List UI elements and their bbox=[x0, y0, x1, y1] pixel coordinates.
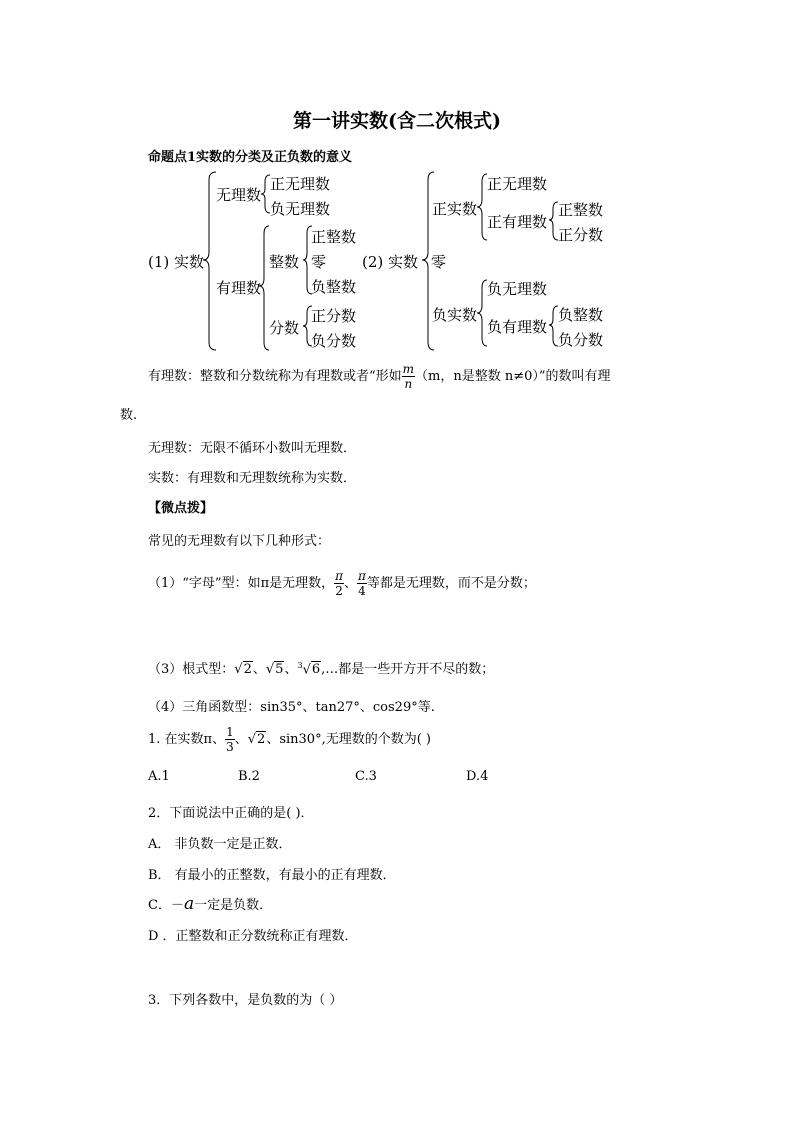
tip-intro: 常见的无理数有以下几种形式： bbox=[148, 534, 331, 549]
question-2-option-a[interactable]: A． 非负数一定是正数． bbox=[148, 837, 292, 852]
tip-item-radical: （3）根式型：√2、√5、$^3$√6,…都是一些开方开不尽的数； bbox=[148, 660, 495, 677]
question-3-stem: 3．下列各数中，是负数的为（ ） bbox=[148, 993, 343, 1008]
tree1-neg-fraction: 负分数 bbox=[311, 332, 357, 350]
brace-tree2-pos-rational bbox=[549, 202, 558, 240]
fraction-pi-over-2: $\frac{\pi}{2}$ bbox=[335, 569, 343, 598]
question-2-option-d[interactable]: D ．正整数和正分数统称正有理数． bbox=[148, 929, 358, 944]
tree2-zero: 零 bbox=[431, 253, 447, 271]
question-1-option-b[interactable]: B.2 bbox=[238, 769, 260, 784]
tree1-neg-integer: 负整数 bbox=[311, 278, 357, 296]
tree2-pos-integer: 正整数 bbox=[558, 201, 604, 219]
tip-title: 【微点拨】 bbox=[148, 501, 214, 516]
tree1-integer: 整数 bbox=[269, 253, 300, 271]
sqrt-2: √2 bbox=[234, 662, 252, 677]
tree2-positive: 正实数 bbox=[432, 200, 478, 218]
tip-item-letter: （1）“字母”型：如π是无理数， $\frac{\pi}{2}$ 、 $\frac{\pi}{4}$ 等都是无理数，而不是分数； bbox=[148, 569, 536, 598]
question-1-stem: 1. 在实数π、 $\frac{1}{3}$ 、√2、sin30°,无理数的个数为( ) bbox=[148, 722, 431, 758]
tree1-fraction: 分数 bbox=[269, 319, 300, 337]
tree1-neg-irrational: 负无理数 bbox=[270, 200, 331, 218]
sqrt-2-q1: √2 bbox=[247, 732, 266, 747]
fraction-1-over-3: $\frac{1}{3}$ bbox=[226, 725, 234, 754]
question-1-option-c[interactable]: C.3 bbox=[355, 769, 377, 784]
sqrt-5: √5 bbox=[265, 662, 284, 677]
tree1-pos-irrational: 正无理数 bbox=[270, 175, 331, 193]
real-definition: 实数：有理数和无理数统称为实数． bbox=[148, 471, 357, 486]
tip-item-trig: （4）三角函数型：sin35°、tan27°、cos29°等. bbox=[148, 700, 435, 715]
tree2-neg-rational: 负有理数 bbox=[487, 318, 548, 336]
tree2-neg-fraction: 负分数 bbox=[558, 331, 604, 349]
tree1-zero: 零 bbox=[311, 253, 327, 271]
tree2-neg-integer: 负整数 bbox=[558, 306, 604, 324]
tree1-rational: 有理数 bbox=[216, 279, 262, 297]
tree1-irrational: 无理数 bbox=[216, 186, 262, 204]
question-1-option-d[interactable]: D.4 bbox=[466, 769, 489, 784]
fraction-m-over-n: $\frac{m}{n}$ bbox=[402, 362, 415, 391]
question-2-stem: 2．下面说法中正确的是( )． bbox=[148, 806, 314, 821]
tree2-pos-fraction: 正分数 bbox=[558, 226, 604, 244]
cbrt-6: $^3$√6 bbox=[297, 660, 321, 677]
tree1-pos-fraction: 正分数 bbox=[311, 307, 357, 325]
tree2-neg-irrational: 负无理数 bbox=[487, 280, 548, 298]
brace-tree2-neg-rational bbox=[549, 306, 558, 346]
rational-definition-wrap: 数. bbox=[120, 408, 138, 423]
tree1-pos-integer: 正整数 bbox=[311, 228, 357, 246]
page-title: 第一讲实数(含二次根式) bbox=[293, 110, 501, 132]
section-heading: 命题点1实数的分类及正负数的意义 bbox=[148, 150, 353, 165]
fraction-pi-over-4: $\frac{\pi}{4}$ bbox=[358, 569, 366, 598]
brace-tree2-positive bbox=[477, 174, 487, 240]
tree1-label: (1) 实数 bbox=[148, 253, 205, 271]
rational-definition: 有理数：整数和分数统称为有理数或者“形如 $\frac{m}{n}$ （m，n是整数 n≠0）”的数叫有理 bbox=[148, 362, 611, 391]
brace-tree1-main bbox=[203, 172, 216, 350]
question-2-option-c[interactable]: C．－a一定是负数． bbox=[148, 894, 273, 914]
tree2-pos-rational: 正有理数 bbox=[487, 213, 548, 231]
question-2-option-b[interactable]: B． 有最小的正整数，有最小的正有理数． bbox=[148, 868, 396, 883]
tree2-pos-irrational: 正无理数 bbox=[487, 175, 548, 193]
brace-tree2-negative bbox=[477, 280, 487, 346]
question-1-option-a[interactable]: A.1 bbox=[148, 769, 170, 784]
irrational-definition: 无理数：无限不循环小数叫无理数． bbox=[148, 441, 357, 456]
brace-diagram bbox=[0, 0, 794, 360]
tree2-label: (2) 实数 bbox=[362, 253, 419, 271]
tree2-negative: 负实数 bbox=[432, 306, 478, 324]
brace-tree1-irrational bbox=[261, 175, 270, 213]
